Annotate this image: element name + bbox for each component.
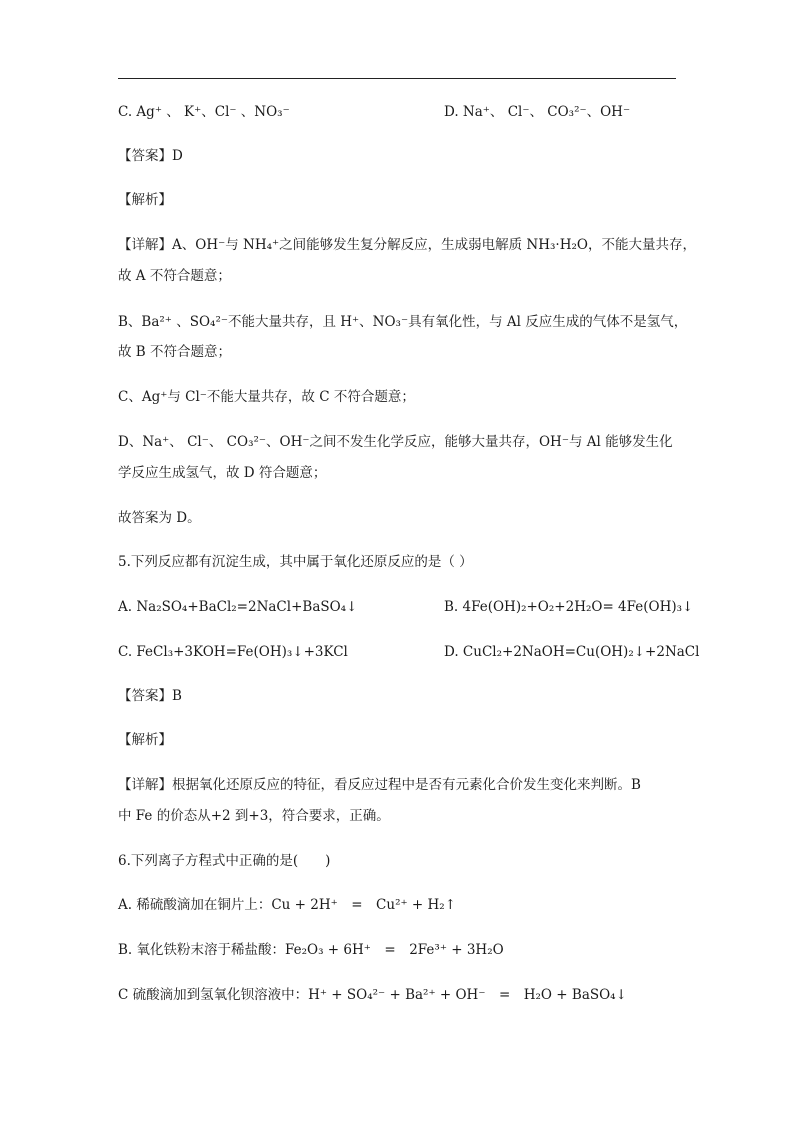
q4-b-line1: B、Ba²⁺ 、SO₄²⁻不能大量共存，且 H⁺、NO₃⁻具有氧化性，与 Al 反应生成的气体不是氢气， <box>118 314 688 330</box>
prev-option-d: D. Na⁺、 Cl⁻、 CO₃²⁻、OH⁻ <box>444 104 631 120</box>
q6-stem: 6.下列离子方程式中正确的是( ) <box>118 853 331 869</box>
q5-option-d: D. CuCl₂+2NaOH=Cu(OH)₂↓+2NaCl <box>444 644 700 660</box>
q5-stem: 5.下列反应都有沉淀生成，其中属于氧化还原反应的是（ ） <box>118 554 473 570</box>
q5-option-a: A. Na₂SO₄+BaCl₂=2NaCl+BaSO₄↓ <box>118 599 358 615</box>
q4-analysis-heading: 【解析】 <box>118 192 172 208</box>
q6-option-b: B. 氧化铁粉末溶于稀盐酸：Fe₂O₃ + 6H⁺ = 2Fe³⁺ + 3H₂O <box>118 942 504 958</box>
q5-option-c: C. FeCl₃+3KOH=Fe(OH)₃↓+3KCl <box>118 644 348 660</box>
q6-option-a: A. 稀硫酸滴加在铜片上：Cu + 2H⁺ = Cu²⁺ + H₂↑ <box>118 897 457 913</box>
q4-d-line2: 学反应生成氢气，故 D 符合题意； <box>118 465 327 481</box>
q4-detail-line2: 故 A 不符合题意； <box>118 268 231 284</box>
q4-c-line: C、Ag⁺与 Cl⁻不能大量共存，故 C 不符合题意； <box>118 389 415 405</box>
q4-b-line2: 故 B 不符合题意； <box>118 344 232 360</box>
q5-answer: 【答案】B <box>118 688 182 704</box>
prev-option-c: C. Ag⁺ 、 K⁺、Cl⁻ 、NO₃⁻ <box>118 104 290 120</box>
q4-detail-line1: 【详解】A、OH⁻与 NH₄⁺之间能够发生复分解反应，生成弱电解质 NH₃·H₂O，不能大量共存， <box>118 237 696 253</box>
q5-option-b: B. 4Fe(OH)₂+O₂+2H₂O= 4Fe(OH)₃↓ <box>444 599 694 615</box>
q4-d-line1: D、Na⁺、 Cl⁻、 CO₃²⁻、OH⁻之间不发生化学反应，能够大量共存，OH⁻与 Al 能够发生化 <box>118 434 673 450</box>
q6-option-c: C 硫酸滴加到氢氧化钡溶液中：H⁺ + SO₄²⁻ + Ba²⁺ + OH⁻ = H₂O + BaSO₄↓ <box>118 987 627 1003</box>
q5-detail-line2: 中 Fe 的价态从+2 到+3，符合要求，正确。 <box>118 808 390 824</box>
q5-detail-line1: 【详解】根据氧化还原反应的特征，看反应过程中是否有元素化合价发生变化来判断。B <box>118 777 641 793</box>
q4-answer: 【答案】D <box>118 148 183 164</box>
q5-analysis-heading: 【解析】 <box>118 732 172 748</box>
q4-conclusion: 故答案为 D。 <box>118 510 201 526</box>
header-rule <box>118 78 676 79</box>
